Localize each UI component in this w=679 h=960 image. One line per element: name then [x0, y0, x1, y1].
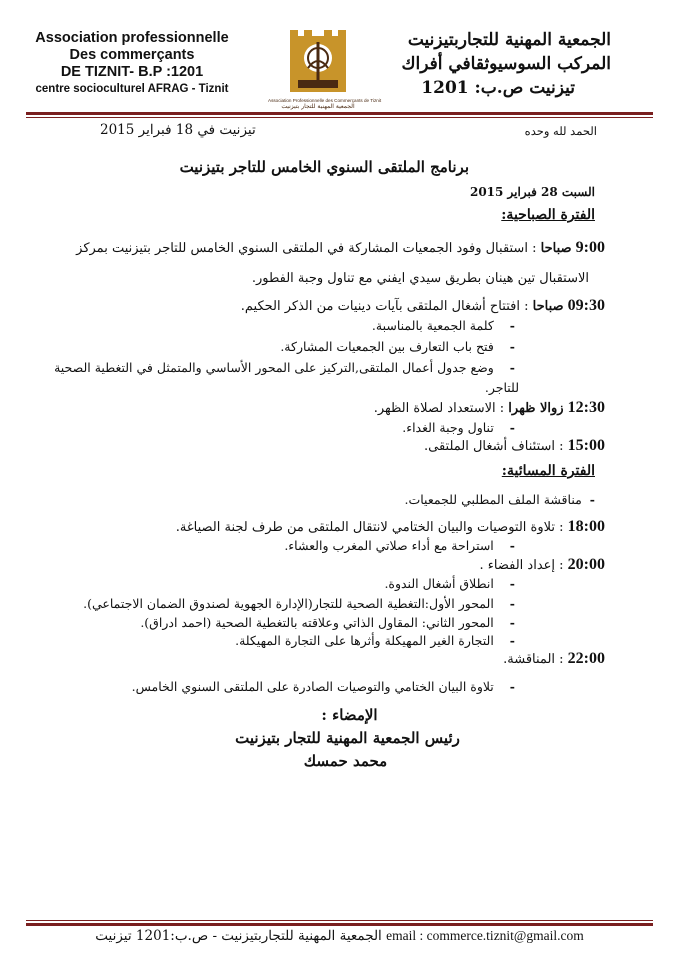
- list-item: -التجارة الغير المهيكلة وأثرها على التجارة المهيكلة.: [235, 633, 515, 648]
- time-0930-text: : افتتاح أشغال الملتقى بآيات دينيات من الذكر الحكيم.: [240, 299, 529, 314]
- header-fr-line-3: DE TIZNIT- B.P :1201: [60, 64, 204, 80]
- header-fr: [16, 30, 248, 98]
- schedule-row-0900: [76, 239, 605, 257]
- header-ar-line-2: المركب السوسيوثقافي أفراك: [401, 54, 611, 74]
- list-item: -وضع جدول أعمال الملتقى,التركيز على المحور الأساسي والمتمثل في التغطية الصحية: [54, 360, 515, 375]
- time-0930: 09:30: [567, 297, 605, 314]
- logo-caption-ar: الجمعية المهنية للتجار بتيزنيت: [281, 103, 355, 110]
- greeting: الحمد لله وحده: [524, 124, 597, 138]
- header-divider: [26, 112, 653, 115]
- tower-emblem-icon: [268, 24, 368, 94]
- association-logo: [268, 24, 382, 114]
- schedule-row-2000: [480, 556, 605, 574]
- time-1500: 15:00: [567, 437, 605, 454]
- event-date: السبت 28 فبراير 2015: [469, 185, 595, 199]
- schedule-row-1500: [424, 437, 605, 455]
- list-item: -انطلاق أشغال الندوة.: [384, 576, 515, 591]
- header-ar-line-1: الجمعية المهنية للتجاربتيزنيت: [407, 30, 611, 50]
- time-2200-text: : المناقشة.: [503, 652, 564, 667]
- list-item: -كلمة الجمعية بالمناسبة.: [371, 318, 515, 333]
- time-1230-text: : الاستعداد لصلاة الظهر.: [373, 401, 505, 416]
- time-0930-suffix: صباحا: [532, 299, 564, 314]
- footer-divider: [26, 923, 653, 926]
- signature-label: الإمضاء :: [321, 706, 378, 724]
- time-1230-suffix: زوالا ظهرا: [508, 401, 564, 416]
- time-0900: 9:00: [575, 239, 605, 256]
- logo-caption-fr: Association Professionnelle des Commerçants de Tiznit: [268, 98, 382, 103]
- document-date: تيزنيت في 18 فبراير 2015: [100, 122, 256, 138]
- footer: [0, 928, 679, 944]
- list-item: -المحور الأول:التغطية الصحية للتجار(الإدارة الجهوية لصندوق الضمان الاجتماعي).: [83, 596, 515, 611]
- time-2000: 20:00: [567, 556, 605, 573]
- list-item-cont: للتاجر.: [484, 380, 519, 395]
- evening-heading: الفترة المسائية:: [501, 463, 595, 479]
- list-item: -مناقشة الملف المطلبي للجمعيات.: [404, 492, 595, 507]
- schedule-row-2200: [503, 650, 605, 668]
- footer-email[interactable]: email : commerce.tiznit@gmail.com: [386, 928, 584, 943]
- time-2200: 22:00: [567, 650, 605, 667]
- signature-role: رئيس الجمعية المهنية للتجار بتيزنيت: [235, 729, 460, 747]
- header-fr-line-2: Des commerçants: [69, 47, 195, 63]
- schedule-row-0930: [241, 297, 605, 315]
- time-0900-text: : استقبال وفود الجمعيات المشاركة في الملتقى السنوي الخامس للتاجر بتيزنيت بمركز: [76, 241, 537, 256]
- header-ar: [381, 28, 611, 100]
- schedule-row-1800: [176, 518, 605, 536]
- header-divider-thin: [26, 117, 653, 118]
- time-0900-suffix: صباحا: [540, 241, 572, 256]
- footer-ar: الجمعية المهنية للتجاربتيزنيت - ص.ب:1201 تيزنيت: [95, 928, 382, 944]
- list-item: -المحور الثاني: المقاول الذاتي وعلاقته بالتغطية الصحية (احمد ادراق).: [140, 615, 515, 630]
- schedule-row-1230: [374, 399, 605, 417]
- list-item: -تناول وجبة الغداء.: [402, 420, 515, 435]
- list-item: -فتح باب التعارف بين الجمعيات المشاركة.: [280, 339, 515, 354]
- header-ar-line-3: تيزنيت ص.ب: 1201: [421, 78, 575, 98]
- time-1800: 18:00: [567, 518, 605, 535]
- list-item: -استراحة مع أداء صلاتي المغرب والعشاء.: [284, 538, 515, 553]
- page-title: برنامج الملتقى السنوي الخامس للتاجر بتيزنيت: [179, 158, 469, 176]
- header-fr-line-1: Association professionnelle: [35, 30, 229, 46]
- morning-heading: الفترة الصباحية:: [501, 207, 595, 223]
- footer-divider-thin: [26, 920, 653, 921]
- time-1230: 12:30: [567, 399, 605, 416]
- list-item: -تلاوة البيان الختامي والتوصيات الصادرة على الملتقى السنوي الخامس.: [131, 679, 515, 694]
- time-1800-text: : تلاوة التوصيات والبيان الختامي لانتقال الملتقى من طرف لجنة الصياغة.: [175, 520, 564, 535]
- time-0900-cont: الاستقبال تين هينان بطريق سيدي ايفني مع تناول وجبة الفطور.: [251, 271, 589, 286]
- time-1500-text: : استئناف أشغال الملتقى.: [424, 439, 564, 454]
- time-2000-text: : إعداد الفضاء .: [479, 558, 564, 573]
- signature-block: [0, 704, 679, 772]
- header-fr-line-4: centre socioculturel AFRAG - Tiznit: [35, 83, 229, 95]
- signature-name: محمد حمسك: [303, 752, 388, 770]
